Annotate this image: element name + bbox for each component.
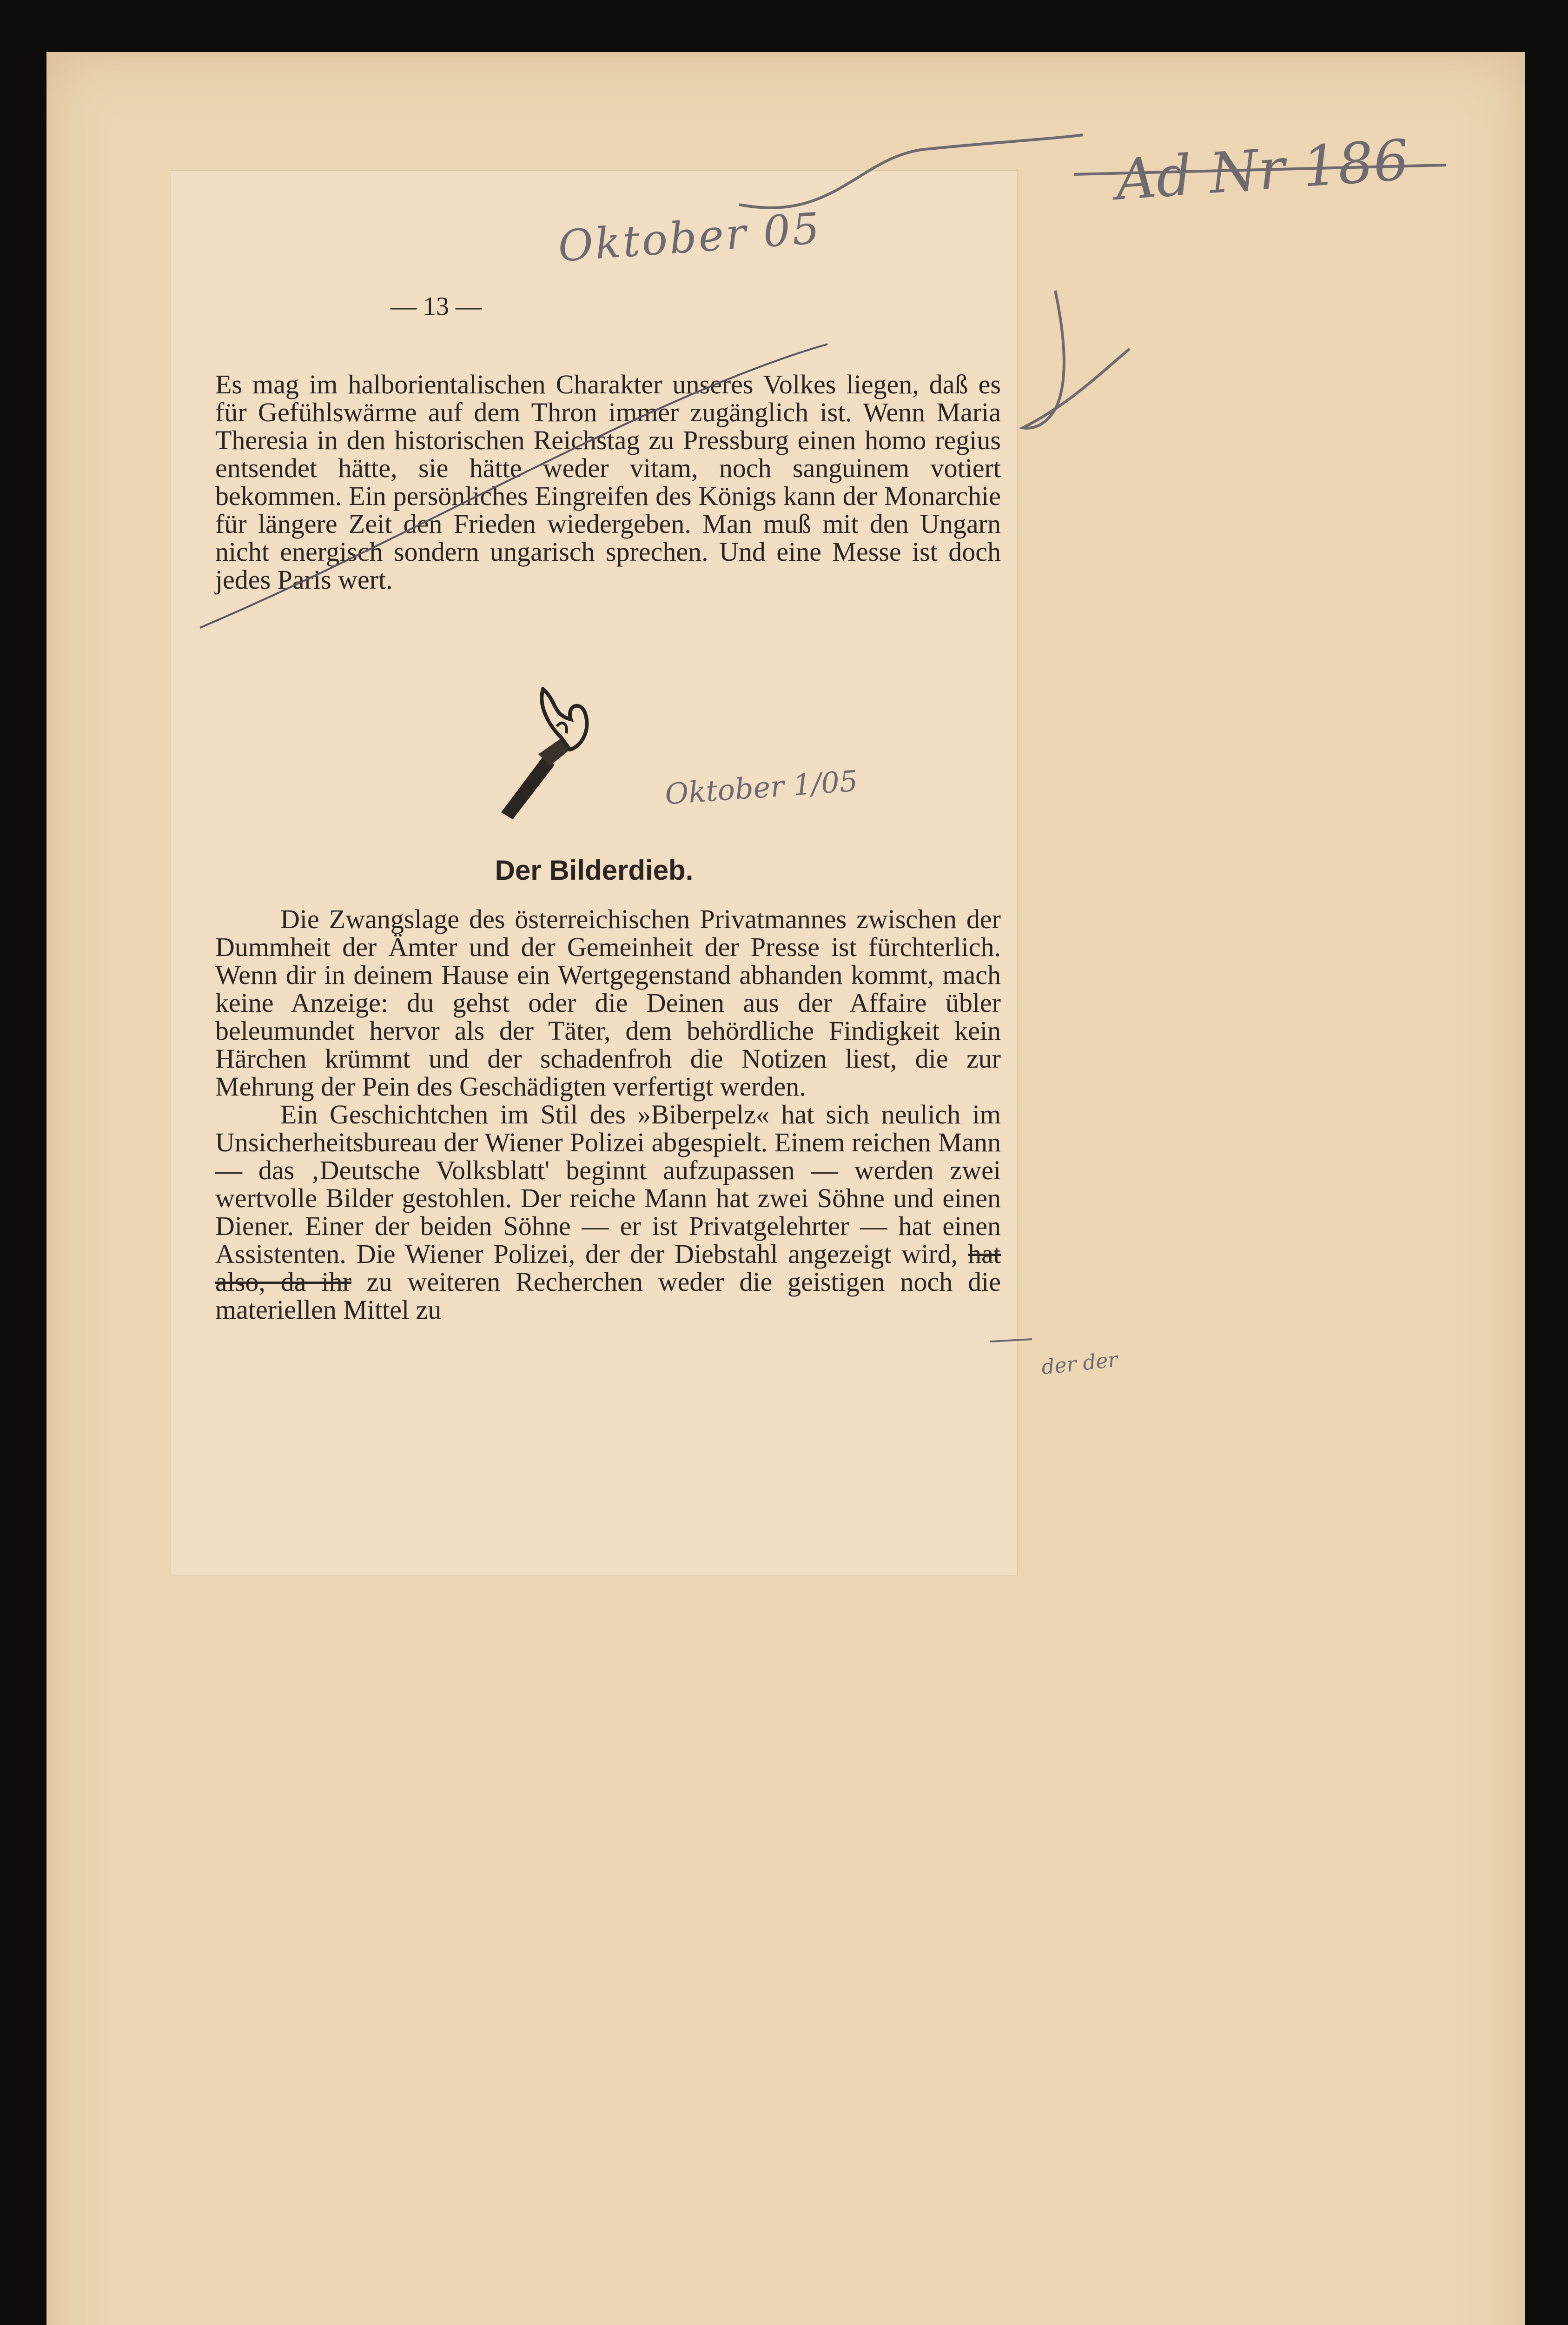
page-number: — 13 — <box>390 292 482 321</box>
newspaper-clipping <box>171 171 1017 1575</box>
struck-text: hat also, da ihr <box>215 1239 1001 1297</box>
paragraph-3-text-b: zu weiteren Recherchen weder die geistigen noch die materiellen Mittel zu <box>215 1267 1001 1325</box>
article-body <box>215 905 1001 1324</box>
handwritten-margin-note: der der <box>1040 1348 1119 1380</box>
article-heading: Der Bilderdieb. <box>495 855 694 886</box>
paragraph-1: Es mag im halborientalischen Charakter unseres Volkes liegen, daß es für Gefühlswärme auf dem Thron immer zugänglich ist. Wenn Maria Theresia in den historischen Reichstag zu Pressburg einen homo regius entsendet hätte, sie hätte weder vitam, noch sanguinem votiert bekommen. Ein persönliches Eingreifen des Königs kann der Monarchie für längere Zeit den Frieden wiedergeben. Man muß mit den Ungarn nicht energisch sondern ungarisch sprechen. Und eine Messe ist doch jedes Paris wert. <box>215 369 1001 595</box>
paragraph-3-text-a: Ein Geschichtchen im Stil des »Biberpelz« hat sich neulich im Unsicherheitsbureau der Wiener Polizei abgespielt. Einem reichen Mann — das ‚Deutsche Volksblatt' beginnt aufzupassen — werden zwei wertvolle Bilder gestohlen. Der reiche Mann hat zwei Söhne und einen Diener. Einer der beiden Söhne — er ist Privatgelehrter — hat einen Assistenten. Die Wiener Polizei, der der Diebstahl angezeigt wird, <box>215 1099 1001 1269</box>
paragraph-2: Die Zwangslage des österreichischen Privatmannes zwischen der Dummheit der Ämter und der Gemeinheit der Presse ist fürchterlich. Wenn dir in deinem Hause ein Wertgegenstand abhanden kommt, mach keine Anzeige: du gehst oder die Deinen aus der Affaire übler beleumundet hervor als der Täter, dem behördliche Findigkeit kein Härchen krümmt und der schadenfroh die Notizen liest, die zur Mehrung der Pein des Geschädigten verfertigt werden. <box>215 904 1001 1102</box>
handwritten-date-mid: Oktober 1/05 <box>663 764 859 811</box>
archive-sheet <box>46 52 1525 2325</box>
handwritten-date-top: Oktober 05 <box>556 203 823 272</box>
paragraph-3 <box>215 1101 1001 1324</box>
article-continuation <box>215 371 1001 594</box>
handwritten-reference: Ad Nr 186 <box>1113 128 1411 213</box>
torch-ornament-icon <box>492 687 599 824</box>
